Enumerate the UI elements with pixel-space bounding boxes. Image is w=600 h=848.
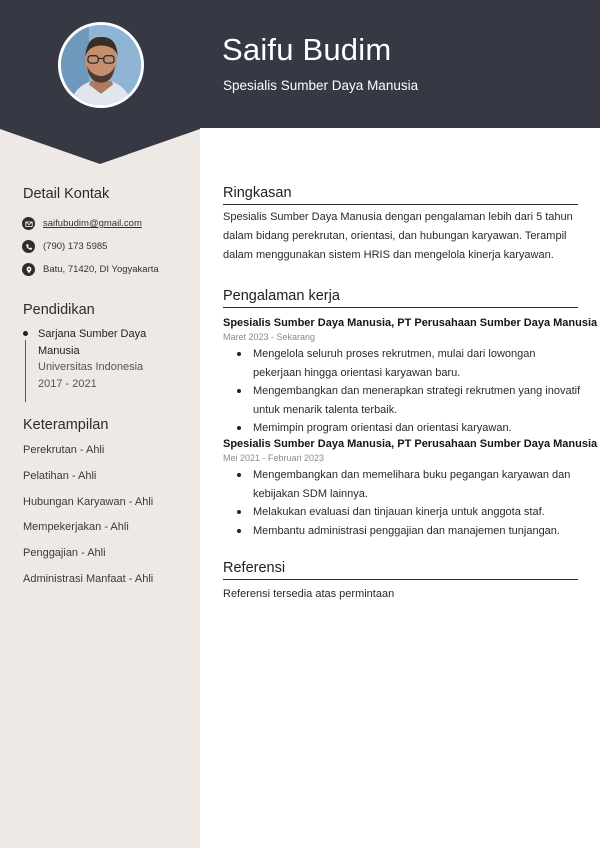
skill-item: Perekrutan - Ahli [23,444,105,456]
references-text: Referensi tersedia atas permintaan [223,588,395,600]
education-years: 2017 - 2021 [38,377,97,390]
skill-item: Administrasi Manfaat - Ahli [23,573,154,585]
education-heading: Pendidikan [23,302,95,318]
skill-item: Hubungan Karyawan - Ahli [23,496,154,508]
contact-phone [22,240,107,253]
job-title: Spesialis Sumber Daya Manusia, PT Perusahaan Sumber Daya Manusia [223,438,598,450]
skills-heading: Keterampilan [23,417,109,433]
profile-photo [58,22,144,108]
education-entry [23,326,193,392]
email-text[interactable]: saifubudim@gmail.com [43,218,142,229]
sidebar-chevron [0,127,200,165]
education-school: Universitas Indonesia [38,361,144,373]
education-bullet [23,331,28,336]
summary-text: Spesialis Sumber Daya Manusia dengan pengalaman lebih dari 5 tahun dalam bidang perekrutan, orientasi, dan hubungan karyawan. Terampil dalam menggunakan sistem HRIS dan mengelola kinerja karyawan. [223,211,573,261]
location-icon [22,263,35,276]
job-bullets [237,345,582,438]
job-title: Spesialis Sumber Daya Manusia, PT Perusahaan Sumber Daya Manusia [223,317,598,329]
job-bullet: Membantu administrasi penggajian dan manajemen tunjangan. [237,522,582,541]
references-heading: Referensi [223,560,578,580]
candidate-job-title: Spesialis Sumber Daya Manusia [223,78,419,93]
contact-heading: Detail Kontak [23,186,110,202]
contact-email[interactable] [22,217,142,230]
education-timeline-line [25,340,26,402]
email-icon [22,217,35,230]
job-bullet: Memimpin program orientasi dan orientasi karyawan. [237,419,582,438]
address-text: Batu, 71420, DI Yogyakarta [43,264,159,275]
job-dates: Maret 2023 - Sekarang [223,332,316,342]
job-bullets [237,466,582,540]
job-bullet: Mengelola seluruh proses rekrutmen, mulai dari lowongan pekerjaan hingga orientasi karyawan baru. [237,345,582,382]
skill-item: Mempekerjakan - Ahli [23,521,129,533]
job-dates: Mei 2021 - Februari 2023 [223,453,325,463]
education-degree-line2: Manusia [38,344,80,357]
job-bullet: Mengembangkan dan memelihara buku pegangan karyawan dan kebijakan SDM lainnya. [237,466,582,503]
job-bullet: Melakukan evaluasi dan tinjauan kinerja untuk anggota staf. [237,503,582,522]
phone-icon [22,240,35,253]
skill-item: Pelatihan - Ahli [23,470,97,482]
contact-address [22,263,159,276]
experience-heading: Pengalaman kerja [223,288,578,308]
education-degree-line1: Sarjana Sumber Daya [38,328,147,340]
phone-text: (790) 173 5985 [43,241,108,252]
skill-item: Penggajian - Ahli [23,547,106,559]
job-bullet: Mengembangkan dan menerapkan strategi rekrutmen yang inovatif untuk menarik talenta terbaik. [237,382,582,419]
candidate-name: Saifu Budim [222,32,392,67]
summary-heading: Ringkasan [223,185,578,205]
